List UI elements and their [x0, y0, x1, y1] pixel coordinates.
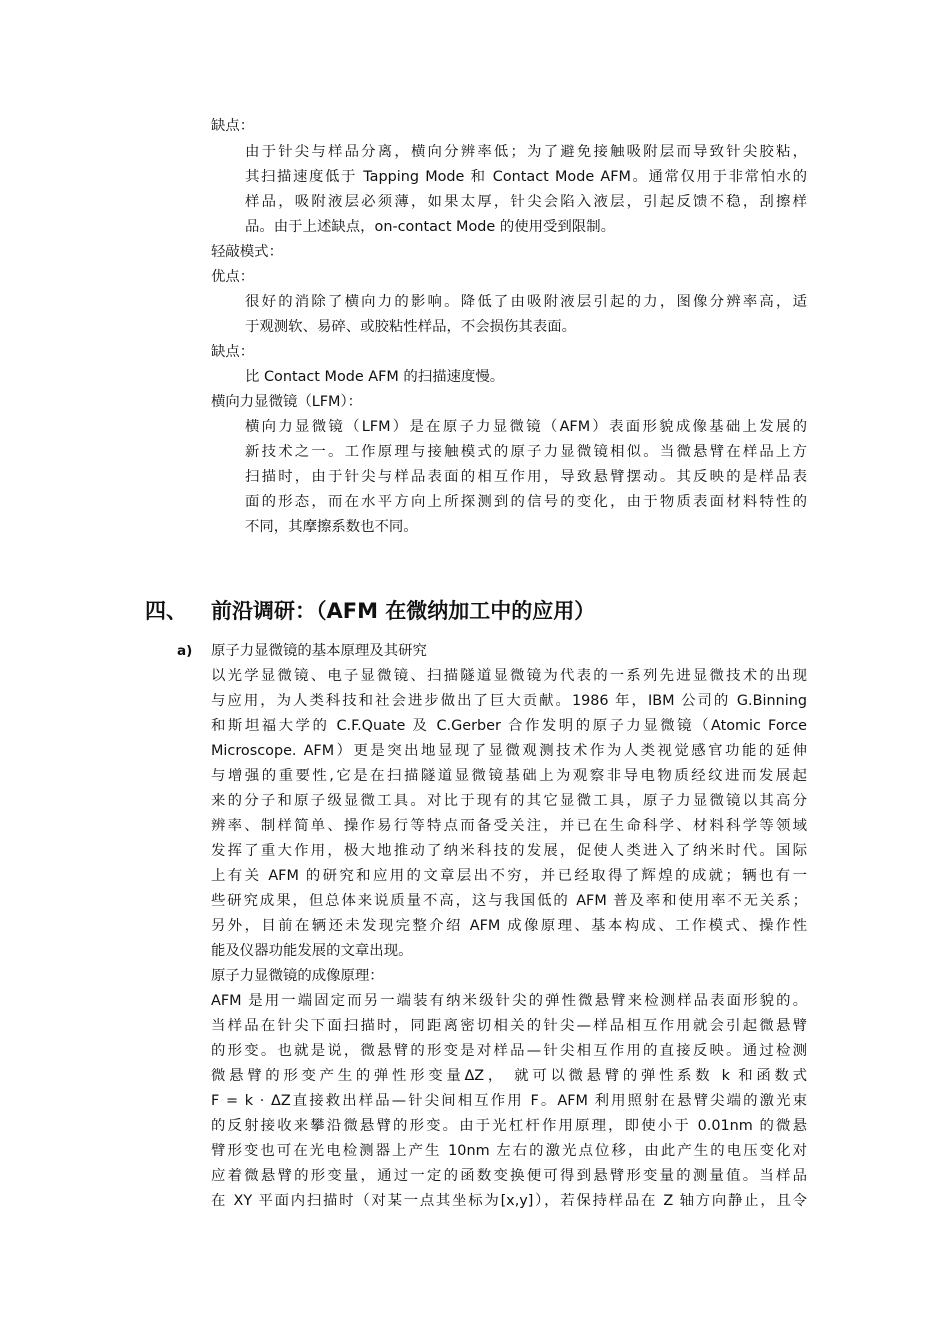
paragraph2-line-5: F = k · ΔZ直接救出样品—针尖间相互作用 F。AFM 利用照射在悬臂尖端的激光束 [211, 1093, 807, 1109]
paragraph2-line-8: 应着微悬臂的形变量，通过一定的函数变换便可得到悬臂形变量的测量值。当样品 [211, 1168, 807, 1184]
paragraph2-line-4: 微悬臂的形变产生的弹性形变量ΔZ， 就可以微悬臂的弹性系数 k 和函数式 [211, 1068, 807, 1084]
paragraph1-line-11: 另外，目前在辆还未发现完整介绍 AFM 成像原理、基本构成、工作模式、操作性 [211, 918, 807, 934]
section-title: 前沿调研：（AFM 在微纳加工中的应用） [211, 599, 596, 623]
lfm-line-1: 横向力显微镜（LFM）是在原子力显微镜（AFM）表面形貌成像基础上发展的 [245, 419, 807, 435]
nc-cons-line-4: 品。由于上述缺点，on-contact Mode 的使用受到限制。 [245, 219, 615, 235]
paragraph1-line-5: 与增强的重要性,它是在扫描隧道显微镜基础上为观察非导电物质经纹进而发展起 [211, 768, 807, 784]
paragraph1-line-7: 辨率、制样简单、操作易行等特点而备受关注，并已在生命科学、材料科学等领域 [211, 818, 807, 834]
paragraph1-line-6: 来的分子和原子级显微工具。对比于现有的其它显微工具，原子力显微镜以其高分 [211, 793, 807, 809]
section-number: 四、 [145, 599, 187, 623]
tapping-pros-line-1: 很好的消除了横向力的影响。降低了由吸附液层引起的力，图像分辨率高，适 [245, 294, 807, 310]
paragraph2-line-7: 臂形变也可在光电检测器上产生 10nm 左右的激光点位移，由此产生的电压变化对 [211, 1143, 807, 1159]
paragraph2-line-1: AFM 是用一端固定而另一端装有纳米级针尖的弹性微悬臂来检测样品表面形貌的。 [211, 993, 807, 1009]
tapping-mode-label: 轻敲模式： [211, 244, 283, 260]
paragraph1-line-12: 能及仪器功能发展的文章出现。 [211, 943, 413, 959]
item-title: 原子力显微镜的基本原理及其研究 [211, 643, 427, 659]
paragraph1-line-4: Microscope. AFM）更是突出地显现了显微观测技术作为人类视觉感官功能的延伸 [211, 743, 807, 759]
lfm-line-3: 扫描时，由于针尖与样品表面的相互作用，导致悬臂摆动。其反映的是样品表 [245, 469, 807, 485]
paragraph2-line-9: 在 XY 平面内扫描时（对某一点其坐标为[x,y]），若保持样品在 Z 轴方向静止，且令 [211, 1193, 807, 1209]
nc-cons-line-3: 样品，吸附液层必须薄，如果太厚，针尖会陷入液层，引起反馈不稳，刮擦样 [245, 194, 807, 210]
lfm-label: 横向力显微镜（LFM）： [211, 394, 363, 410]
tapping-cons-label: 缺点： [211, 344, 255, 360]
paragraph1-line-1: 以光学显微镜、电子显微镜、扫描隧道显微镜为代表的一系列先进显微技术的出现 [211, 668, 807, 684]
nc-cons-line-2: 其扫描速度低于 Tapping Mode 和 Contact Mode AFM。通常仅用于非常怕水的 [245, 169, 807, 185]
paragraph2-line-2: 当样品在针尖下面扫描时，同距离密切相关的针尖—样品相互作用就会引起微悬臂 [211, 1018, 807, 1034]
tapping-pros-line-2: 于观测软、易碎、或胶粘性样品，不会损伤其表面。 [245, 319, 576, 335]
lfm-line-4: 面的形态，而在水平方向上所探测到的信号的变化，由于物质表面材料特性的 [245, 494, 807, 510]
paragraph1-line-8: 发挥了重大作用，极大地推动了纳米科技的发展，促使人类进入了纳米时代。国际 [211, 843, 807, 859]
paragraph2-line-3: 的形变。也就是说，微悬臂的形变是对样品—针尖相互作用的直接反映。通过检测 [211, 1043, 807, 1059]
paragraph2-line-6: 的反射接收来攀沿微悬臂的形变。由于光杠杆作用原理，即使小于 0.01nm 的微悬 [211, 1118, 807, 1134]
imaging-principle-label: 原子力显微镜的成像原理： [211, 968, 384, 984]
list-marker: a) [177, 643, 193, 659]
tapping-cons-line: 比 Contact Mode AFM 的扫描速度慢。 [245, 369, 505, 385]
paragraph1-line-2: 与应用，为人类科技和社会进步做出了巨大贡献。1986 年，IBM 公司的 G.Binning [211, 693, 807, 709]
lfm-line-2: 新技术之一。工作原理与接触模式的原子力显微镜相似。当微悬臂在样品上方 [245, 444, 807, 460]
paragraph1-line-10: 些研究成果，但总体来说质量不高，这与我国低的 AFM 普及率和使用率不无关系； [211, 893, 807, 909]
nc-cons-line-1: 由于针尖与样品分离，横向分辨率低；为了避免接触吸附层而导致针尖胶粘， [245, 144, 807, 160]
paragraph1-line-3: 和斯坦福大学的 C.F.Quate 及 C.Gerber 合作发明的原子力显微镜（Atomic Force [211, 718, 807, 734]
nc-cons-label: 缺点： [211, 118, 255, 134]
paragraph1-line-9: 上有关 AFM 的研究和应用的文章层出不穷，并已经取得了辉煌的成就；辆也有一 [211, 868, 807, 884]
tapping-pros-label: 优点： [211, 269, 255, 285]
lfm-line-5: 不同，其摩擦系数也不同。 [245, 519, 418, 535]
